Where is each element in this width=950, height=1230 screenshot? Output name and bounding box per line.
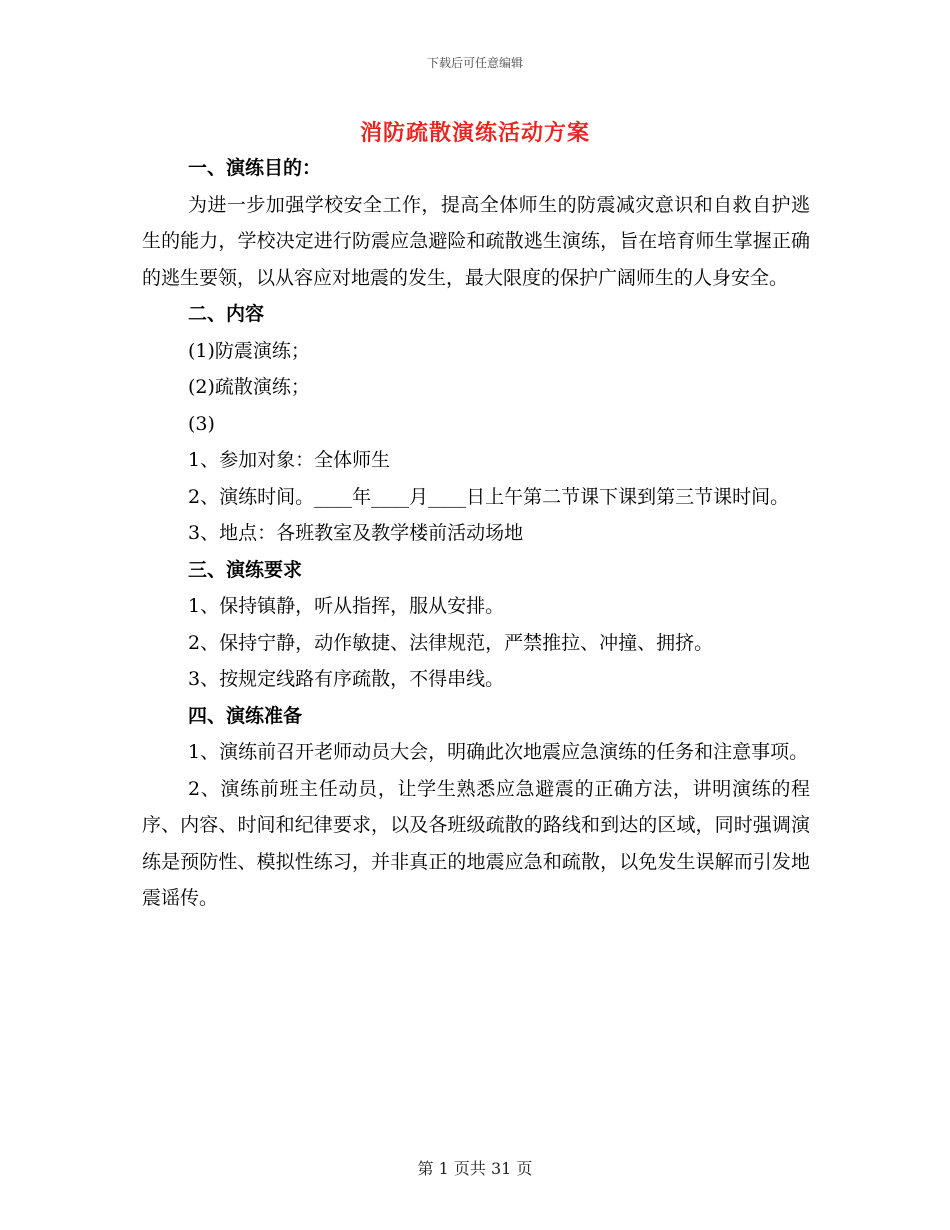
content-detail: 2、演练时间。____年____月____日上午第二节课下课到第三节课时间。 xyxy=(188,485,790,508)
content-detail: 3、地点：各班教室及教学楼前活动场地 xyxy=(188,522,524,544)
content-item: (2)疏散演练； xyxy=(188,376,310,398)
page-number-footer: 第 1 页共 31 页 xyxy=(417,1159,533,1178)
section-heading-requirements: 三、演练要求 xyxy=(188,558,303,581)
purpose-paragraph: 为进一步加强学校安全工作，提高全体师生的防震减灾意识和自救自护逃生的能力，学校决定进行防震应急避险和疏散逃生演练，旨在培育师生掌握正确的逃生要领，以从容应对地震的发生，最大限度的保护广阔师生的人身安全。 xyxy=(142,193,810,289)
preparation-item: 2、演练前班主任动员，让学生熟悉应急避震的正确方法，讲明演练的程序、内容、时间和纪律要求，以及各班级疏散的路线和到达的区域，同时强调演练是预防性、模拟性练习，并非真正的地震应急和疏散，以免发生误解而引发地震谣传。 xyxy=(142,777,810,909)
content-item: (1)防震演练； xyxy=(188,339,310,362)
document-title: 消防疏散演练活动方案 xyxy=(359,120,590,146)
content-item: (3) xyxy=(188,412,215,435)
requirement-item: 1、保持镇静，听从指挥，服从安排。 xyxy=(188,595,505,617)
section-heading-preparation: 四、演练准备 xyxy=(188,704,303,727)
page-header-note: 下载后可任意编辑 xyxy=(426,56,523,70)
document-body xyxy=(142,150,810,917)
requirement-item: 3、按规定线路有序疏散，不得串线。 xyxy=(188,668,505,690)
section-heading-content: 二、内容 xyxy=(188,303,265,325)
preparation-item: 1、演练前召开老师动员大会，明确此次地震应急演练的任务和注意事项。 xyxy=(188,741,809,763)
section-heading-purpose: 一、演练目的： xyxy=(188,157,322,179)
requirement-item: 2、保持宁静，动作敏捷、法律规范，严禁推拉、冲撞、拥挤。 xyxy=(188,631,714,654)
content-detail: 1、参加对象：全体师生 xyxy=(188,449,391,471)
